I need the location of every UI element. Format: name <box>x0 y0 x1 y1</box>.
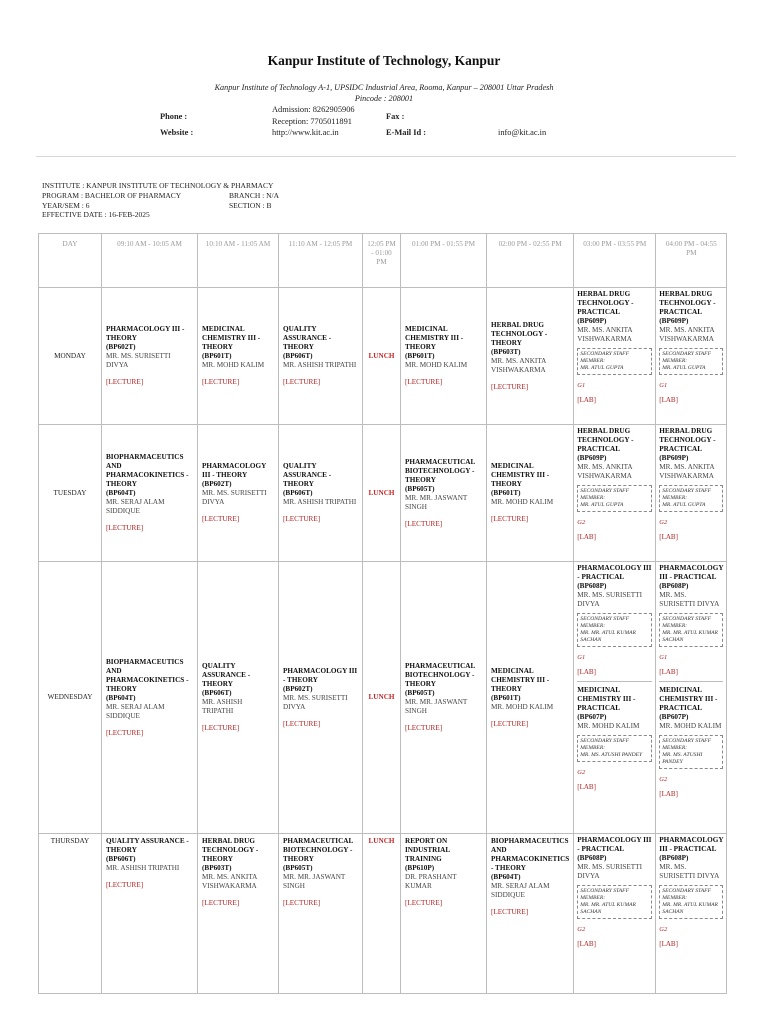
teacher: MR. MOHD KALIM <box>491 498 554 506</box>
table-row <box>39 425 727 562</box>
subject-code: (BP607P) <box>659 713 689 721</box>
col-header: 03:00 PM - 03:55 PM <box>574 234 656 288</box>
phone-reception: Reception: 7705011891 <box>272 117 352 126</box>
class-type: [LAB] <box>659 790 678 798</box>
lab-cell <box>656 834 727 994</box>
subject: PHARMACOLOGY III - PRACTICAL <box>659 836 724 853</box>
group-label: G1 <box>659 382 668 389</box>
class-cell <box>102 288 198 425</box>
class-cell <box>487 834 574 994</box>
subject: PHARMACEUTICAL BIOTECHNOLOGY - THEORY <box>405 662 475 688</box>
class-type: [LAB] <box>577 396 596 404</box>
subject: REPORT ON INDUSTRIAL TRAINING <box>405 837 450 863</box>
subject-code: (BP608P) <box>659 582 689 590</box>
class-type: [LECTURE] <box>491 908 529 916</box>
subject-code: (BP609P) <box>659 454 689 462</box>
subject: BIOPHARMACEUTICS AND PHARMACOKINETICS - THEORY <box>106 453 189 488</box>
col-header: DAY <box>39 234 102 288</box>
subject-code: (BP603T) <box>202 864 232 872</box>
meta-yearsem: YEAR/SEM : 6 <box>42 200 90 210</box>
class-type: [LECTURE] <box>405 519 443 528</box>
lab-block <box>577 686 652 792</box>
institute-title: Kanpur Institute of Technology, Kanpur <box>267 53 501 68</box>
header-row <box>39 234 727 288</box>
secondary-staff <box>577 735 652 762</box>
subject: HERBAL DRUG TECHNOLOGY - PRACTICAL <box>577 290 634 316</box>
class-cell <box>279 425 363 562</box>
teacher: MR. MS. SURISETTI DIVYA <box>577 591 642 608</box>
col-header: 11:10 AM - 12:05 PM <box>279 234 363 288</box>
teacher: MR. MS. ANKITA VISHWAKARMA <box>577 463 633 480</box>
secondary-staff <box>659 348 723 375</box>
subject-code: (BP607P) <box>577 713 607 721</box>
lunch-cell: LUNCH <box>363 288 401 425</box>
class-type: [LECTURE] <box>405 724 443 732</box>
class-type: [LECTURE] <box>491 382 529 391</box>
teacher: MR. MR. JASWANT SINGH <box>405 493 468 511</box>
address-line: Kanpur Institute of Technology A-1, UPSIDC Industrial Area, Rooma, Kanpur – 208001 Uttar Pradesh <box>214 83 554 92</box>
secondary-name: MR. ATUL GUPTA <box>662 502 706 508</box>
class-cell <box>401 425 487 562</box>
fax-label: Fax : <box>386 112 405 121</box>
teacher: MR. MR. JASWANT SINGH <box>283 873 346 890</box>
subject-code: (BP601T) <box>491 693 521 702</box>
group-label: G2 <box>659 519 668 526</box>
class-type: [LECTURE] <box>202 724 240 732</box>
day-cell: THURSDAY <box>39 834 102 994</box>
subject: HERBAL DRUG TECHNOLOGY - THEORY <box>202 837 259 863</box>
subject-code: (BP604T) <box>491 873 521 881</box>
class-type: [LECTURE] <box>283 378 321 386</box>
subject: PHARMACOLOGY III - PRACTICAL <box>577 564 652 581</box>
teacher: MR. SERAJ ALAM SIDDIQUE <box>106 702 165 720</box>
group-label: G1 <box>659 654 668 661</box>
subject: BIOPHARMACEUTICS AND PHARMACOKINETICS - THEORY <box>491 837 570 872</box>
class-cell <box>198 288 279 425</box>
lab-cell <box>656 425 727 562</box>
lab-cell <box>656 288 727 425</box>
subject-code: (BP606T) <box>202 689 232 697</box>
teacher: MR. MS. SURISETTI DIVYA <box>577 863 642 880</box>
group-label: G2 <box>577 769 586 776</box>
class-cell <box>198 562 279 834</box>
teacher: MR. MS. ANKITA VISHWAKARMA <box>659 463 715 480</box>
class-type: [LECTURE] <box>283 515 321 523</box>
subject: QUALITY ASSURANCE - THEORY <box>202 662 251 688</box>
secondary-staff <box>659 485 723 512</box>
secondary-name: MR. MS. ATUSHI PANDEY <box>662 752 703 765</box>
teacher: MR. MS. ANKITA VISHWAKARMA <box>202 873 257 890</box>
meta-block-right <box>229 191 279 211</box>
subject: PHARMACOLOGY III - PRACTICAL <box>659 564 724 581</box>
teacher: MR. MS. SURISETTI DIVYA <box>106 352 171 369</box>
subject: MEDICINAL CHEMISTRY III - THEORY <box>491 462 550 488</box>
secondary-staff <box>577 885 652 919</box>
group-label: G2 <box>577 519 586 526</box>
subject: QUALITY ASSURANCE - THEORY <box>283 325 332 351</box>
subject-code: (BP609P) <box>659 317 689 325</box>
secondary-name: MR. MR. ATUL KUMAR SACHAN <box>580 902 636 915</box>
subject: MEDICINAL CHEMISTRY III - THEORY <box>491 666 550 693</box>
table-row <box>39 834 727 994</box>
institute-address <box>0 82 768 104</box>
teacher: DR. PRASHANT KUMAR <box>405 873 457 890</box>
meta-block <box>42 181 362 220</box>
teacher: MR. MOHD KALIM <box>659 722 722 730</box>
phone-label: Phone : <box>160 112 188 121</box>
lab-block <box>659 686 723 799</box>
secondary-label: SECONDARY STAFF MEMBER: <box>580 888 630 901</box>
website-label: Website : <box>160 128 194 137</box>
day-cell: TUESDAY <box>39 425 102 562</box>
secondary-label: SECONDARY STAFF MEMBER: <box>580 488 630 501</box>
teacher: MR. MS. SURISETTI DIVYA <box>659 863 720 880</box>
day-cell: MONDAY <box>39 288 102 425</box>
class-cell <box>487 425 574 562</box>
secondary-label: SECONDARY STAFF MEMBER: <box>662 616 712 629</box>
subject: MEDICINAL CHEMISTRY III - THEORY <box>405 325 464 351</box>
class-type: [LAB] <box>577 533 596 541</box>
class-type: [LECTURE] <box>106 881 144 889</box>
group-label: G2 <box>659 926 668 933</box>
timetable <box>38 233 727 994</box>
subject-code: (BP602T) <box>106 343 136 351</box>
class-type: [LECTURE] <box>202 899 240 907</box>
subject-code: (BP608P) <box>577 854 607 862</box>
class-type: [LECTURE] <box>283 719 321 728</box>
secondary-name: MR. MR. ATUL KUMAR SACHAN <box>662 630 718 643</box>
class-type: [LAB] <box>659 668 678 676</box>
subject: PHARMACOLOGY III - THEORY <box>106 325 185 342</box>
secondary-name: MR. MR. ATUL KUMAR SACHAN <box>662 902 718 915</box>
email-link[interactable]: info@kit.ac.in <box>498 128 547 137</box>
meta-section: SECTION : B <box>229 200 272 210</box>
col-header: 01:00 PM - 01:55 PM <box>401 234 487 288</box>
class-type: [LECTURE] <box>106 378 144 386</box>
subject: MEDICINAL CHEMISTRY III - THEORY <box>202 325 261 351</box>
class-type: [LAB] <box>659 396 678 404</box>
secondary-name: MR. ATUL GUPTA <box>580 365 624 371</box>
teacher: MR. MS. ANKITA VISHWAKARMA <box>659 326 715 343</box>
class-cell <box>487 562 574 834</box>
teacher: MR. MS. SURISETTI DIVYA <box>283 693 348 711</box>
table-row <box>39 562 727 834</box>
lunch-cell: LUNCH <box>363 834 401 994</box>
teacher: MR. SERAJ ALAM SIDDIQUE <box>106 498 165 515</box>
teacher: MR. MR. JASWANT SINGH <box>405 698 468 715</box>
secondary-name: MR. ATUL GUPTA <box>662 365 706 371</box>
class-type: [LAB] <box>577 783 596 791</box>
meta-institute: INSTITUTE : KANPUR INSTITUTE OF TECHNOLOGY & PHARMACY <box>42 181 274 190</box>
subject: HERBAL DRUG TECHNOLOGY - PRACTICAL <box>659 290 716 316</box>
lab-block <box>577 564 652 682</box>
subject-code: (BP610P) <box>405 864 435 872</box>
lab-block <box>659 564 723 682</box>
subject-code: (BP606T) <box>106 855 136 863</box>
secondary-label: SECONDARY STAFF MEMBER: <box>580 738 630 751</box>
secondary-label: SECONDARY STAFF MEMBER: <box>662 888 712 901</box>
subject-code: (BP608P) <box>577 582 607 590</box>
meta-program: PROGRAM : BACHELOR OF PHARMACY <box>42 190 182 200</box>
secondary-name: MR. MR. ATUL KUMAR SACHAN <box>580 630 636 643</box>
teacher: MR. ASHISH TRIPATHI <box>283 361 357 369</box>
lunch-cell: LUNCH <box>363 425 401 562</box>
subject: HERBAL DRUG TECHNOLOGY - PRACTICAL <box>577 427 634 453</box>
table-row <box>39 288 727 425</box>
class-type: [LECTURE] <box>202 378 240 386</box>
subject: PHARMACEUTICAL BIOTECHNOLOGY - THEORY <box>405 457 475 484</box>
class-type: [LECTURE] <box>106 728 144 737</box>
lab-cell <box>574 425 656 562</box>
class-type: [LECTURE] <box>491 515 529 523</box>
teacher: MR. MOHD KALIM <box>202 361 265 369</box>
subject: MEDICINAL CHEMISTRY III - PRACTICAL <box>659 686 718 712</box>
group-label: G1 <box>577 654 586 661</box>
subject-code: (BP603T) <box>491 347 521 356</box>
teacher: MR. SERAJ ALAM SIDDIQUE <box>491 882 550 899</box>
lab-cell <box>574 562 656 834</box>
lab-cell <box>656 562 727 834</box>
subject: HERBAL DRUG TECHNOLOGY - PRACTICAL <box>659 427 716 453</box>
teacher: MR. MOHD KALIM <box>405 361 468 369</box>
class-cell <box>198 425 279 562</box>
class-type: [LAB] <box>577 668 596 676</box>
class-type: [LECTURE] <box>491 719 529 728</box>
class-type: [LECTURE] <box>283 899 321 907</box>
secondary-staff <box>659 613 723 647</box>
secondary-staff <box>659 885 723 919</box>
class-cell <box>401 562 487 834</box>
header-divider <box>36 156 736 157</box>
class-cell <box>401 288 487 425</box>
teacher: MR. ASHISH TRIPATHI <box>106 864 180 872</box>
day-cell: WEDNESDAY <box>39 562 102 834</box>
subject-code: (BP608P) <box>659 854 689 862</box>
subject-code: (BP601T) <box>405 352 435 360</box>
teacher: MR. MS. SURISETTI DIVYA <box>659 591 720 608</box>
class-type: [LECTURE] <box>405 899 443 907</box>
class-type: [LAB] <box>659 533 678 541</box>
secondary-name: MR. MS. ATUSHI PANDEY <box>580 752 643 758</box>
teacher: MR. ASHISH TRIPATHI <box>283 498 357 506</box>
teacher: MR. MS. SURISETTI DIVYA <box>202 489 267 506</box>
secondary-label: SECONDARY STAFF MEMBER: <box>662 488 712 501</box>
class-cell <box>487 288 574 425</box>
secondary-staff <box>659 735 723 769</box>
teacher: MR. MOHD KALIM <box>577 722 640 730</box>
group-label: G1 <box>577 382 586 389</box>
subject: PHARMACOLOGY III - THEORY <box>283 666 358 684</box>
col-header: 10:10 AM - 11:05 AM <box>198 234 279 288</box>
subject-code: (BP606T) <box>283 352 313 360</box>
pincode: Pincode : 208001 <box>354 94 414 103</box>
col-header: 09:10 AM - 10:05 AM <box>102 234 198 288</box>
secondary-staff <box>577 485 652 512</box>
subject-code: (BP601T) <box>491 489 521 497</box>
class-cell <box>102 425 198 562</box>
col-header: 02:00 PM - 02:55 PM <box>487 234 574 288</box>
secondary-label: SECONDARY STAFF MEMBER: <box>662 351 712 364</box>
group-label: G2 <box>659 776 668 783</box>
subject: QUALITY ASSURANCE - THEORY <box>106 837 189 854</box>
secondary-staff <box>577 348 652 375</box>
meta-branch: BRANCH : N/A <box>229 191 280 200</box>
subject-code: (BP602T) <box>283 684 313 693</box>
subject: MEDICINAL CHEMISTRY III - PRACTICAL <box>577 686 636 712</box>
subject-code: (BP605T) <box>405 484 435 493</box>
subject-code: (BP604T) <box>106 693 136 702</box>
class-cell <box>198 834 279 994</box>
subject-code: (BP609P) <box>577 317 607 325</box>
secondary-staff <box>577 613 652 647</box>
email-label: E-Mail Id : <box>386 128 427 137</box>
subject-code: (BP609P) <box>577 454 607 462</box>
secondary-name: MR. ATUL GUPTA <box>580 502 624 508</box>
meta-effective: EFFECTIVE DATE : 16-FEB-2025 <box>42 210 150 220</box>
class-cell <box>401 834 487 994</box>
col-header: 04:00 PM - 04:55 PM <box>656 234 727 288</box>
class-cell <box>279 562 363 834</box>
class-type: [LAB] <box>659 940 678 948</box>
lunch-cell: LUNCH <box>363 562 401 834</box>
subject-code: (BP602T) <box>202 480 232 488</box>
subject-code: (BP606T) <box>283 489 313 497</box>
lab-cell <box>574 288 656 425</box>
subject-code: (BP604T) <box>106 489 136 497</box>
class-cell <box>102 834 198 994</box>
subject: QUALITY ASSURANCE - THEORY <box>283 462 332 488</box>
subject: PHARMACEUTICAL BIOTECHNOLOGY - THEORY <box>283 837 353 863</box>
secondary-label: SECONDARY STAFF MEMBER: <box>580 351 630 364</box>
class-cell <box>279 288 363 425</box>
lab-cell <box>574 834 656 994</box>
group-label: G2 <box>577 926 586 933</box>
secondary-label: SECONDARY STAFF MEMBER: <box>662 738 712 751</box>
teacher: MR. MS. ANKITA VISHWAKARMA <box>491 356 546 374</box>
subject: PHARMACOLOGY III - PRACTICAL <box>577 836 652 853</box>
subject-code: (BP605T) <box>283 864 313 872</box>
class-type: [LAB] <box>577 940 596 948</box>
teacher: MR. MOHD KALIM <box>491 702 554 711</box>
phone-admission: Admission: 8262905906 <box>272 105 355 114</box>
website-link[interactable]: http://www.kit.ac.in <box>272 128 339 137</box>
class-cell <box>102 562 198 834</box>
secondary-label: SECONDARY STAFF MEMBER: <box>580 616 630 629</box>
teacher: MR. MS. ANKITA VISHWAKARMA <box>577 326 633 343</box>
subject-code: (BP601T) <box>202 352 232 360</box>
subject: HERBAL DRUG TECHNOLOGY - THEORY <box>491 320 548 347</box>
teacher: MR. ASHISH TRIPATHI <box>202 698 243 715</box>
class-type: [LECTURE] <box>405 378 443 386</box>
subject: BIOPHARMACEUTICS AND PHARMACOKINETICS - THEORY <box>106 657 189 693</box>
class-type: [LECTURE] <box>106 524 144 532</box>
col-header: 12:05 PM - 01:00 PM <box>363 234 401 288</box>
class-type: [LECTURE] <box>202 515 240 523</box>
subject-code: (BP605T) <box>405 689 435 697</box>
class-cell <box>279 834 363 994</box>
subject: PHARMACOLOGY III - THEORY <box>202 462 267 479</box>
